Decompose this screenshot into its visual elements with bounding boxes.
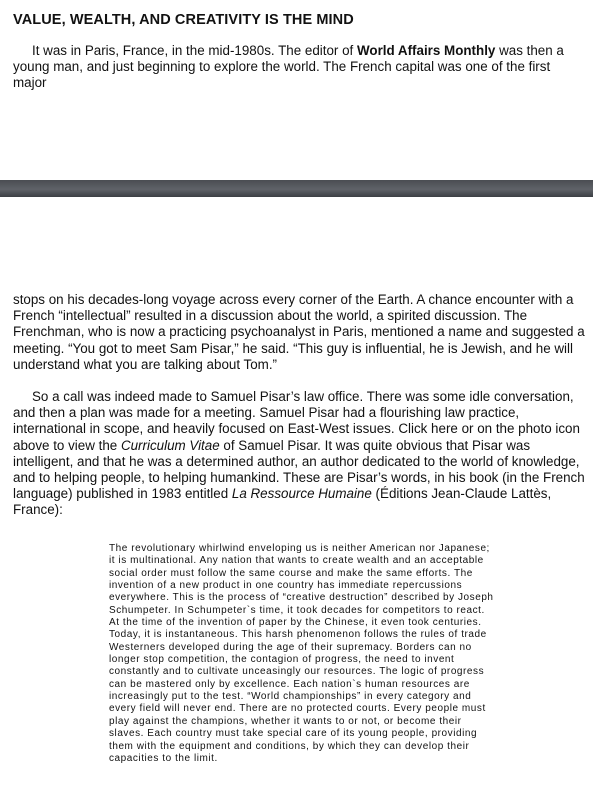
intro-paragraph <box>13 43 585 91</box>
cv-title: Curriculum Vitae <box>120 437 220 453</box>
intro-text-a: It was in Paris, France, in the mid-1980s. The editor of <box>32 43 357 58</box>
pisar-quote-block: The revolutionary whirlwind enveloping us is neither American nor Japanese; it is multinational. Any nation that wants to create wealth and an acceptable social order must follow the same course and make the same efforts. The invention of a new product in one country has immediate repercussions everywhere. This is the process of “creative destruction” described by Joseph Schumpeter. In Schumpeter`s time, it took decades for competitors to react. At the time of the invention of paper by the Chinese, it even took centuries. Today, it is instantaneous. This harsh phenomenon follows the rules of trade Westerners developed during the age of their supremacy. Borders can no longer stop competition, the contagion of progress, the need to invent constantly and to cultivate unceasingly our resources. The logic of progress can be mastered only by excellence. Each nation`s human resources are increasingly put to the test. “World championships” in every category and every field will never end. There are no protected courts. Every people must play against the champions, whether it wants to or not, or become their slaves. Each country must take special care of its young people, providing them with the equipment and conditions, by which they can develop their capacities to the limit. <box>109 543 494 764</box>
book-title: La Ressource Humaine <box>231 486 372 502</box>
pisar-text-b: of Samuel Pisar. It was quite obvious that Pisar was intelligent, and that he was a determined author, an author dedicated to the world of knowledge, and to helping people, to helping humankind. These are Pisar’s words, in his book (in the French language) published in 1983 entitled <box>13 437 585 502</box>
page-divider-bar <box>0 180 593 197</box>
encounter-paragraph: stops on his decades-long voyage across every corner of the Earth. A chance encounter with a French “intellectual” resulted in a discussion about the world, a spirited discussion. The Frenchman, who is now a practicing psychoanalyst in Paris, mentioned a name and suggested a meeting. “You got to meet Sam Pisar,” he said. “This guy is influential, he is Jewish, and he will understand what you are talking about Tom.” <box>13 292 585 372</box>
article-heading: VALUE, WEALTH, AND CREATIVITY IS THE MIND <box>13 12 354 28</box>
pisar-paragraph <box>13 389 585 519</box>
pisar-text-a: So a call was indeed made to Samuel Pisar’s law office. There was some idle conversation, and then a plan was made for a meeting. Samuel Pisar had a flourishing law practice, international in scope, and heavily focused on East-West issues. Click here or on the photo icon above to view the <box>13 389 580 453</box>
publication-name: World Affairs Monthly <box>357 43 496 58</box>
pisar-text-c: (Éditions Jean-Claude Lattès, France): <box>13 486 552 518</box>
intro-text-b: was then a young man, and just beginning to explore the world. The French capital was one of the first major <box>13 43 564 90</box>
